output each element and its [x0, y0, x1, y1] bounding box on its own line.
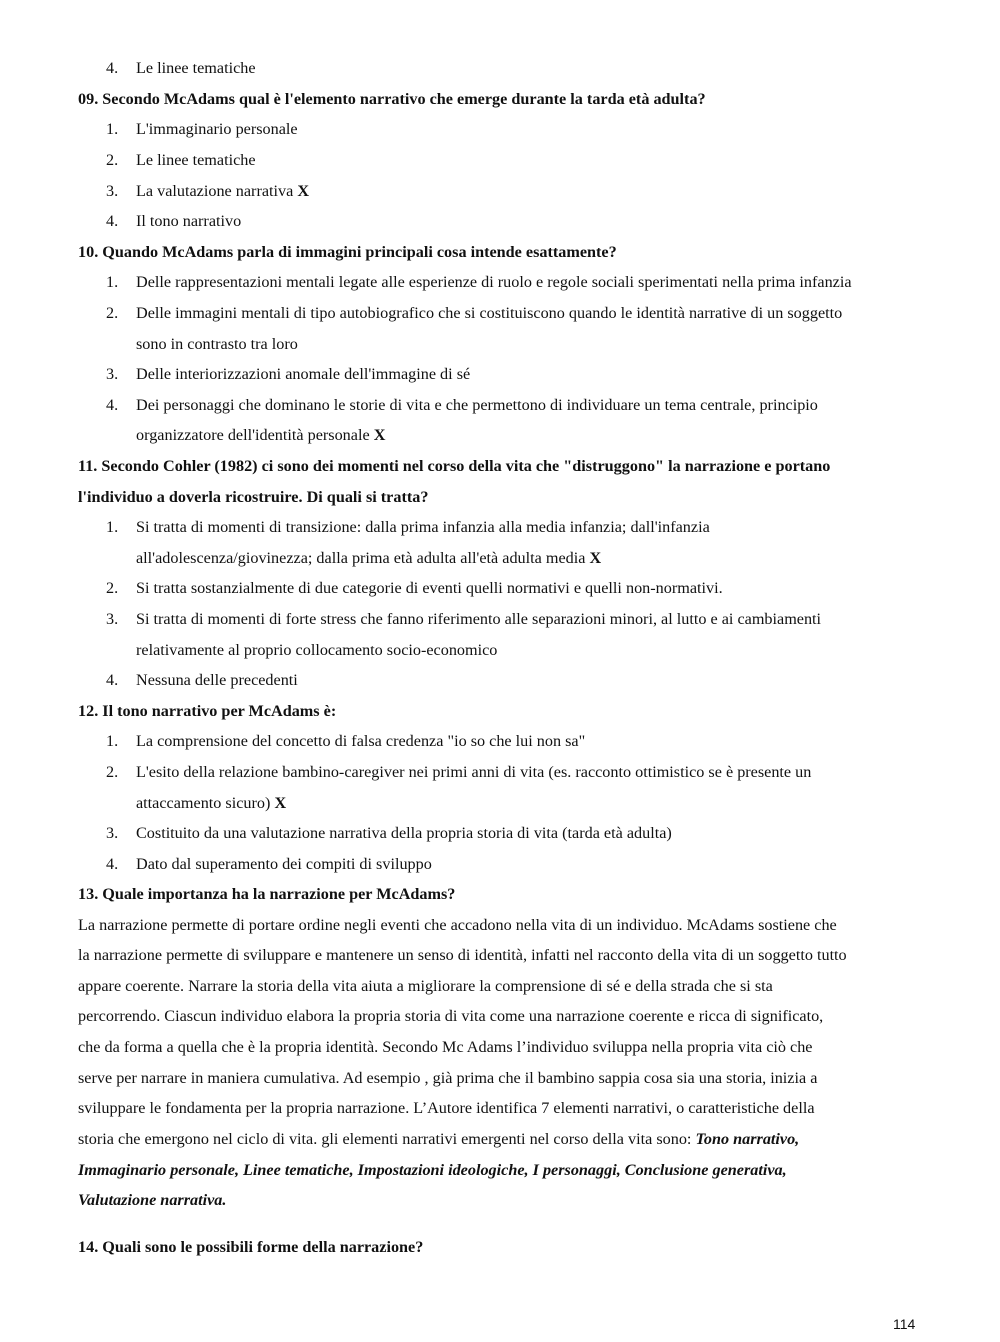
option-text: Dato dal superamento dei compiti di sviluppo: [136, 855, 432, 873]
option-number: 1.: [106, 732, 119, 750]
option-text: L'immaginario personale: [136, 120, 298, 138]
option-text: L'esito della relazione bambino-caregiver nei primi anni di vita (es. racconto ottimistico se è presente un: [136, 763, 812, 781]
option-text: sono in contrasto tra loro: [136, 335, 298, 353]
question-heading: [78, 1237, 423, 1257]
emphasized-text: Valutazione narrativa.: [78, 1191, 227, 1209]
option-text: Delle immagini mentali di tipo autobiografico che si costituiscono quando le identità narrative di un soggetto: [136, 304, 843, 322]
paragraph-line: [78, 915, 837, 935]
option-text: Si tratta di momenti di forte stress che fanno riferimento alle separazioni minori, al lutto e ai cambiamenti: [136, 610, 822, 628]
option-number: 4.: [106, 212, 119, 230]
option-text: Nessuna delle precedenti: [136, 671, 298, 689]
option-text: Delle interiorizzazioni anomale dell'immagine di sé: [136, 365, 471, 383]
question-heading: [78, 242, 617, 262]
paragraph-text: la narrazione permette di sviluppare e mantenere un senso di identità, infatti nel racconto della vita di un soggetto tutto: [78, 946, 847, 964]
paragraph-line: [78, 1160, 787, 1180]
paragraph-line: [78, 1068, 817, 1088]
option-text: Il tono narrativo: [136, 212, 242, 230]
paragraph-line: [78, 1190, 226, 1210]
paragraph-text: storia che emergono nel ciclo di vita. gli elementi narrativi emergenti nel corso della vita sono:: [78, 1130, 696, 1148]
emphasized-text: Tono narrativo,: [695, 1130, 800, 1148]
paragraph-line: [78, 945, 847, 965]
option-text: Delle rappresentazioni mentali legate alle esperienze di ruolo e regole sociali sperimentati nella prima infanzia: [136, 273, 852, 291]
question-heading: [78, 456, 830, 476]
option-text: organizzatore dell'identità personale: [136, 426, 374, 444]
option-text: Costituito da una valutazione narrativa della propria storia di vita (tarda età adulta): [136, 824, 672, 842]
option-text: Si tratta sostanzialmente di due categorie di eventi quelli normativi e quelli non-normativi.: [136, 579, 723, 597]
correct-answer-mark: X: [589, 549, 602, 567]
paragraph-text: serve per narrare in maniera cumulativa. Ad esempio , già prima che il bambino sappia cosa sia una storia, inizia a: [78, 1069, 818, 1087]
correct-answer-mark: X: [274, 794, 287, 812]
option-text: La comprensione del concetto di falsa credenza "io so che lui non sa": [136, 732, 586, 750]
page-number: 114: [893, 1316, 916, 1332]
option-text: Si tratta di momenti di transizione: dalla prima infanzia alla media infanzia; dall'infanzia: [136, 518, 710, 536]
option-number: 2.: [106, 763, 119, 781]
option-number: 2.: [106, 579, 119, 597]
option-number: 1.: [106, 273, 119, 291]
option-number: 4.: [106, 59, 119, 77]
paragraph-text: appare coerente. Narrare la storia della vita aiuta a migliorare la comprensione di sé e della strada che si sta: [78, 977, 773, 995]
paragraph-text: La narrazione permette di portare ordine negli eventi che accadono nella vita di un individuo. McAdams sostiene che: [78, 916, 837, 934]
option-text: all'adolescenza/giovinezza; dalla prima età adulta all'età adulta media: [136, 549, 590, 567]
option-number: 1.: [106, 518, 119, 536]
question-heading: [78, 884, 455, 904]
option-number: 1.: [106, 120, 119, 138]
option-number: 2.: [106, 151, 119, 169]
option-text: Dei personaggi che dominano le storie di vita e che permettono di individuare un tema centrale, principio: [136, 396, 818, 414]
paragraph-text: percorrendo. Ciascun individuo elabora la propria storia di vita come una narrazione coerente e ricca di significato,: [78, 1007, 824, 1025]
option-number: 3.: [106, 610, 119, 628]
option-number: 4.: [106, 396, 119, 414]
option-number: 4.: [106, 855, 119, 873]
paragraph-text: sviluppare le fondamenta per la propria narrazione. L’Autore identifica 7 elementi narrativi, o caratteristiche della: [78, 1099, 815, 1117]
correct-answer-mark: X: [373, 426, 386, 444]
correct-answer-mark: X: [297, 182, 310, 200]
question-text: 09. Secondo McAdams qual è l'elemento narrativo che emerge durante la tarda età adulta?: [78, 90, 706, 108]
question-text: 13. Quale importanza ha la narrazione per McAdams?: [78, 885, 456, 903]
option-number: 3.: [106, 365, 119, 383]
option-number: 4.: [106, 671, 119, 689]
question-heading: [78, 487, 428, 507]
option-number: 3.: [106, 824, 119, 842]
option-number: 3.: [106, 182, 119, 200]
question-text: 14. Quali sono le possibili forme della narrazione?: [78, 1238, 424, 1256]
option-text: Le linee tematiche: [136, 59, 256, 77]
option-text: La valutazione narrativa: [136, 182, 298, 200]
question-text: 11. Secondo Cohler (1982) ci sono dei momenti nel corso della vita che "distruggono" la narrazione e portano: [78, 457, 831, 475]
question-text: 12. Il tono narrativo per McAdams è:: [78, 702, 337, 720]
paragraph-text: che da forma a quella che è la propria identità. Secondo Mc Adams l’individuo sviluppa nella propria vita ciò che: [78, 1038, 813, 1056]
paragraph-line: [78, 976, 773, 996]
option-number: 2.: [106, 304, 119, 322]
paragraph-line: [78, 1129, 799, 1149]
paragraph-line: [78, 1098, 815, 1118]
question-heading: [78, 701, 336, 721]
paragraph-line: [78, 1037, 813, 1057]
option-text: relativamente al proprio collocamento socio-economico: [136, 641, 498, 659]
question-heading: [78, 89, 706, 109]
question-text: 10. Quando McAdams parla di immagini principali cosa intende esattamente?: [78, 243, 617, 261]
paragraph-line: [78, 1006, 823, 1026]
option-text: attaccamento sicuro): [136, 794, 275, 812]
question-text: l'individuo a doverla ricostruire. Di quali si tratta?: [78, 488, 429, 506]
option-text: Le linee tematiche: [136, 151, 256, 169]
emphasized-text: Immaginario personale, Linee tematiche, Impostazioni ideologiche, I personaggi, Conclusione generativa,: [78, 1161, 787, 1179]
